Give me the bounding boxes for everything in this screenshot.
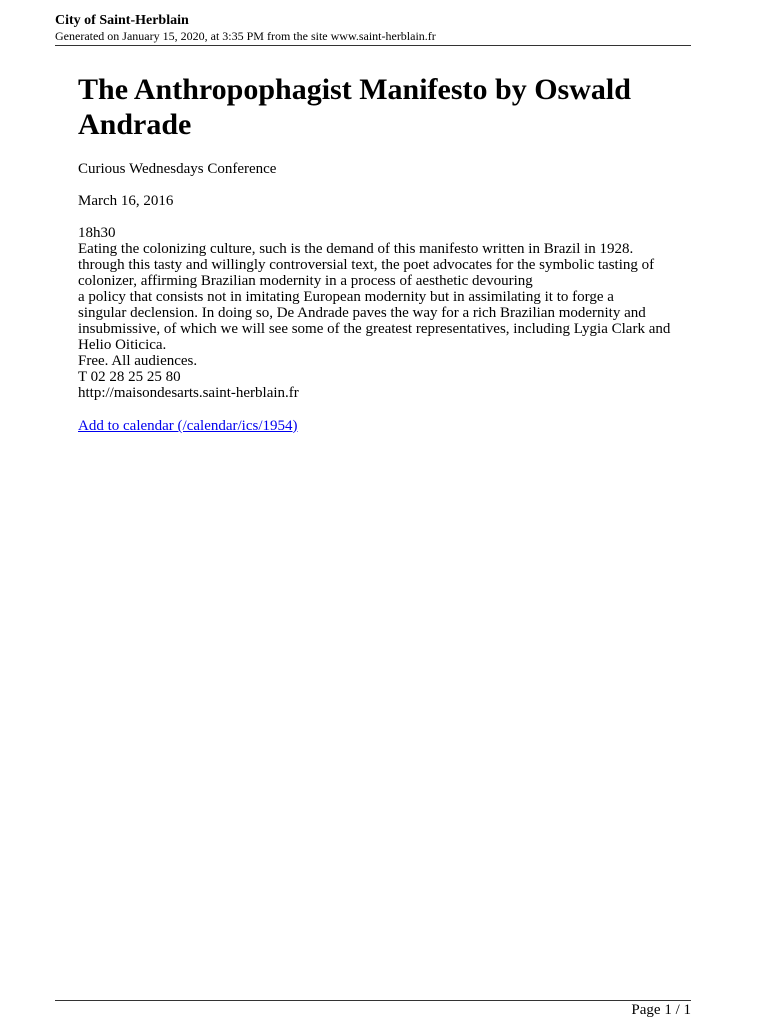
site-name: City of Saint-Herblain [55, 13, 189, 28]
body-line: insubmissive, of which we will see some of the greatest representatives, including Lygia Clark and [78, 321, 671, 337]
event-price: Free. All audiences. [78, 353, 198, 369]
event-website: http://maisondesarts.saint-herblain.fr [78, 385, 299, 401]
page-header [55, 12, 691, 46]
add-to-calendar-link[interactable]: Add to calendar (/calendar/ics/1954) [78, 418, 298, 434]
generated-info: Generated on January 15, 2020, at 3:35 PM from the site www.saint-herblain.fr [55, 29, 436, 43]
body-line: Eating the colonizing culture, such is the demand of this manifesto written in Brazil in 1928. [78, 241, 634, 257]
event-time: 18h30 [78, 225, 116, 241]
body-line: singular declension. In doing so, De Andrade paves the way for a rich Brazilian modernity and [78, 305, 646, 321]
article-title: The Anthropophagist Manifesto by Oswald Andrade [78, 73, 631, 141]
article-content [78, 72, 688, 435]
body-line: through this tasty and willingly controversial text, the poet advocates for the symbolic tasting of [78, 257, 655, 273]
article-body [78, 241, 688, 353]
page-footer [55, 1000, 691, 1018]
event-date: March 16, 2016 [78, 193, 174, 209]
body-line: colonizer, affirming Brazilian modernity in a process of aesthetic devouring [78, 273, 533, 289]
article-subtitle: Curious Wednesdays Conference [78, 161, 277, 177]
body-line: Helio Oiticica. [78, 337, 167, 353]
contact-phone: T 02 28 25 25 80 [78, 369, 181, 385]
body-line: a policy that consists not in imitating European modernity but in assimilating it to forge a [78, 289, 614, 305]
page-number: Page 1 / 1 [631, 1002, 691, 1018]
